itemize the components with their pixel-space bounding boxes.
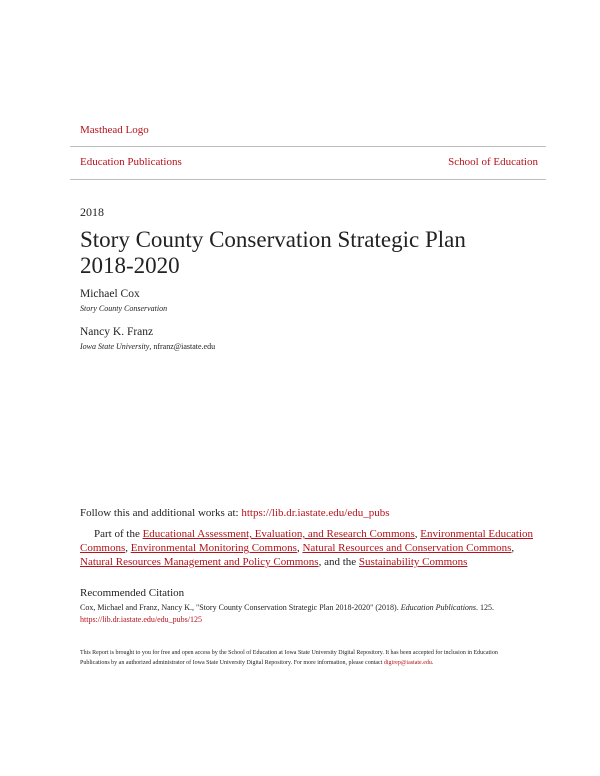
separator: , and the — [318, 556, 359, 568]
citation-link[interactable]: https://lib.dr.iastate.edu/edu_pubs/125 — [80, 615, 202, 624]
page-title: Story County Conservation Strategic Plan 2018-2020 — [80, 227, 466, 278]
author-email[interactable]: nfranz@iastate.edu — [153, 342, 216, 351]
part-of-prefix: Part of the — [94, 528, 143, 540]
commons-link[interactable]: Natural Resources and Conservation Commons — [302, 542, 512, 554]
commons-link[interactable]: Sustainability Commons — [358, 556, 468, 568]
contact-email-link[interactable]: digirep@iastate.edu — [383, 660, 432, 666]
commons-link[interactable]: Environmental Education Commons — [80, 528, 533, 554]
citation-number: . 125. — [476, 603, 495, 612]
citation-text — [80, 602, 520, 626]
masthead-logo[interactable]: Masthead Logo — [80, 124, 149, 136]
affiliation-text: Iowa State University — [80, 342, 150, 351]
follow-text: Follow this and additional works at: — [80, 507, 242, 519]
notice-text: This Report is brought to you for free and open access by the School of Education at Iowa State University Digital Repository. It has been accepted for inclusion in Education Publications by an authorized administrator of Iowa State University Digital Repository. For more information, please contact — [80, 650, 498, 666]
part-of-paragraph — [80, 527, 540, 569]
author-affiliation: Story County Conservation — [80, 304, 168, 313]
divider-top — [70, 146, 546, 147]
divider-bottom — [70, 179, 546, 180]
separator: , — [125, 542, 131, 554]
access-notice — [80, 648, 520, 668]
separator: , — [414, 528, 421, 540]
commons-link[interactable]: Educational Assessment, Evaluation, and Research Commons — [142, 528, 415, 540]
follow-line — [80, 507, 390, 519]
separator: , — [296, 542, 303, 554]
citation-body: Cox, Michael and Franz, Nancy K., "Story County Conservation Strategic Plan 2018-2020" (2018). — [80, 603, 401, 612]
commons-link[interactable]: Natural Resources Management and Policy Commons — [80, 556, 319, 568]
citation-series: Education Publications — [400, 603, 477, 612]
department-link[interactable]: School of Education — [448, 156, 538, 168]
author-name: Michael Cox — [80, 288, 140, 300]
notice-end: . — [431, 660, 434, 666]
series-link[interactable]: Education Publications — [80, 156, 182, 168]
collection-link[interactable]: https://lib.dr.iastate.edu/edu_pubs — [241, 507, 390, 519]
author-affiliation: Iowa State University, nfranz@iastate.edu — [80, 342, 216, 351]
separator: , — [511, 542, 515, 554]
author-name: Nancy K. Franz — [80, 326, 154, 338]
citation-heading: Recommended Citation — [80, 587, 185, 599]
commons-link[interactable]: Environmental Monitoring Commons — [130, 542, 297, 554]
publication-year: 2018 — [80, 205, 104, 219]
